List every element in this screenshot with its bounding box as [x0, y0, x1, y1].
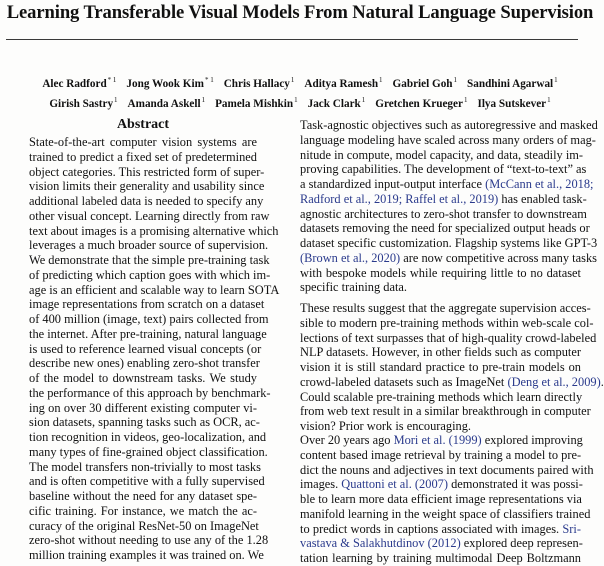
citation-link[interactable]: (McCann et al., 2018;: [485, 177, 594, 191]
text-span: crowd-labeled datasets such as ImageNet: [300, 374, 508, 389]
intro-line: [300, 266, 581, 281]
author-name: Aditya Ramesh: [304, 78, 379, 90]
author-name: Ilya Sutskever: [477, 98, 547, 110]
text-span: explored improving: [481, 433, 583, 447]
author: [42, 78, 116, 90]
text-span: nitude in compute, model capacity, and data, steadily im-: [300, 147, 584, 162]
text-span: has enabled task-: [498, 191, 587, 206]
abstract-line: other visual concept. Learning directly from raw: [29, 208, 270, 223]
author-name: Chris Hallacy: [223, 78, 290, 90]
text-span: These results suggest that the aggregate supervision acces-: [300, 301, 591, 315]
intro-line: [300, 522, 581, 537]
author: [49, 98, 117, 110]
text-span: dataset specific customization. Flagship systems like GPT-3: [300, 236, 598, 250]
citation-link[interactable]: Mori et al. (1999): [393, 433, 482, 447]
text-span: manifold learning in the weight space of classifiers trained: [300, 506, 591, 521]
abstract-line: zero-shot without needing to use any of the 1.28: [29, 533, 269, 548]
author: [467, 78, 558, 90]
text-span: proving capabilities. The development of “text-to-text” as: [300, 162, 587, 177]
abstract-line: image representations from scratch on a dataset: [29, 297, 265, 312]
abstract-line: additional labeled data is needed to specify any: [29, 194, 264, 208]
author-affiliation: 1: [453, 76, 458, 84]
author-affiliation: 1: [554, 76, 558, 84]
abstract-line: ing on over 30 different existing computer vi-: [29, 400, 257, 415]
intro-line: [300, 280, 581, 295]
author-affiliation: 1: [361, 96, 366, 104]
intro-line: [300, 506, 591, 522]
citation-link[interactable]: vastava & Salakhutdinov (2012): [300, 536, 461, 551]
author: [304, 78, 382, 90]
author-name: Sandhini Agarwal: [467, 78, 554, 90]
abstract-line: trained to predict a fixed set of predetermined: [29, 149, 257, 164]
text-span: vision? Prior work is encouraging.: [300, 419, 472, 433]
author: [224, 78, 295, 90]
abstract-line: age is an efficient and scalable way to learn SOTA: [29, 282, 280, 297]
text-span: NLP datasets. However, in other fields such as computer: [300, 345, 581, 360]
intro-line: [300, 433, 581, 448]
text-span: specific training data.: [300, 280, 407, 295]
citation-link[interactable]: Sri-: [562, 521, 581, 536]
intro-line: [300, 206, 587, 222]
intro-line: [300, 301, 591, 316]
intro-line: [300, 360, 581, 375]
intro-line: [300, 419, 581, 434]
citation-link[interactable]: Quattoni et al. (2007): [341, 477, 448, 492]
author-affiliation: 1: [294, 96, 298, 104]
intro-line: [300, 118, 598, 133]
author-affiliation: 1: [201, 96, 206, 104]
author: [215, 98, 298, 110]
text-span: explored deep represen-: [460, 536, 583, 551]
intro-line: [300, 462, 594, 478]
intro-line: [300, 315, 594, 331]
abstract-line: tion recognition in videos, geo-localization, and: [29, 430, 267, 444]
author-name: Gabriel Goh: [392, 78, 453, 90]
abstract-line: cific training. For instance, we match the ac-: [29, 503, 257, 518]
intro-line: [300, 536, 581, 551]
intro-line: [300, 448, 581, 463]
text-span: images.: [300, 477, 342, 492]
citation-link[interactable]: (Brown et al., 2020): [300, 250, 401, 265]
abstract-line: leverages a much broader source of supervision.: [29, 238, 269, 253]
author-row-1: [0, 72, 600, 92]
text-span: demonstrated it was possi-: [447, 477, 583, 492]
abstract-line: object categories. This restricted form of super-: [29, 164, 265, 179]
abstract-line: million training examples it was trained on. We: [29, 548, 264, 562]
text-span: Could scalable pre-training methods which learn directly: [300, 389, 583, 404]
intro-line: [300, 374, 604, 390]
text-span: Task-agnostic objectives such as autoregressive and masked: [300, 118, 598, 132]
intro-line: [300, 477, 581, 492]
author-affiliation: 1: [379, 76, 383, 84]
text-span: to predict words in captions associated with images.: [300, 521, 563, 536]
abstract-line: vision limits their generality and usability since: [29, 179, 265, 194]
intro-line: [300, 345, 581, 360]
intro-line: [300, 162, 587, 177]
text-span: datasets removing the need for specialized output heads or: [300, 221, 590, 236]
abstract-line: describe new ones) enabling zero-shot transfer: [29, 356, 260, 371]
text-span: a standardized input-output interface: [300, 177, 486, 191]
text-span: vision it is still standard practice to pre-train models on: [300, 360, 581, 374]
abstract-line: and is often competitive with a fully supervised: [29, 474, 265, 489]
text-span: Over 20 years ago: [300, 433, 394, 447]
intro-line: [300, 492, 581, 507]
author-affiliation: 1: [290, 76, 295, 84]
intro-line: [300, 390, 581, 405]
author: [393, 78, 457, 90]
author-list: [0, 72, 600, 112]
intro-line: [300, 404, 591, 419]
author: [308, 98, 366, 110]
citation-link[interactable]: Radford et al., 2019; Raffel et al., 2019): [300, 191, 499, 206]
author-affiliation: 1: [547, 96, 551, 104]
author-name: Alec Radford: [42, 78, 107, 90]
text-span: language modeling have scaled across many orders of mag-: [300, 132, 596, 147]
author: [477, 98, 550, 110]
author-row-2: [0, 92, 600, 112]
text-span: ble to learn more data efficient image representations via: [300, 492, 582, 506]
abstract-line: The model transfers non-trivially to most tasks: [29, 459, 261, 474]
intro-line: [300, 177, 594, 192]
intro-paragraph: [300, 301, 604, 434]
text-span: content based image retrieval by training a model to pre-: [300, 447, 582, 462]
abstract-line: sion datasets, spanning tasks such as OCR, ac-: [29, 415, 260, 430]
author-affiliation: * 1: [107, 76, 117, 84]
abstract-body: [29, 135, 280, 563]
title-rule: [6, 39, 578, 40]
paper-title: Learning Transferable Visual Models From Natural Language Supervision: [6, 2, 594, 23]
text-span: tation learning by training multimodal Deep Boltzmann: [300, 551, 581, 565]
abstract-line: baseline without the need for any dataset spe-: [29, 489, 257, 503]
intro-line: [300, 330, 597, 346]
text-span: with bespoke models while requiring little to no dataset: [300, 265, 581, 280]
intro-line: [300, 221, 590, 236]
abstract-line: of predicting which caption goes with which im-: [29, 267, 271, 282]
author: [128, 98, 206, 110]
intro-paragraph: [300, 433, 594, 566]
text-span: from web text result in a similar breakthrough in computer: [300, 404, 591, 419]
text-span: lections of text surpasses that of high-quality crowd-labeled: [300, 330, 597, 345]
abstract-line: State-of-the-art computer vision systems are: [29, 135, 257, 149]
author: [126, 78, 213, 90]
abstract-line: many types of fine-grained object classification.: [29, 444, 268, 459]
intro-paragraph: [300, 118, 598, 295]
text-span: sible to modern pre-training methods within web-scale col-: [300, 315, 594, 330]
intro-line: [300, 250, 597, 266]
author-name: Jong Wook Kim: [126, 78, 204, 90]
author-name: Jack Clark: [307, 98, 361, 110]
intro-line: [300, 551, 581, 566]
text-span: are now competitive across many tasks: [400, 250, 597, 265]
intro-line: [300, 147, 584, 163]
author-name: Girish Sastry: [49, 98, 114, 110]
citation-link[interactable]: (Deng et al., 2009): [507, 374, 601, 389]
abstract-line: is used to reference learned visual concepts (or: [29, 341, 262, 356]
author: [375, 98, 467, 110]
text-span: agnostic architectures to zero-shot transfer to downstream: [300, 206, 587, 221]
abstract-line: of the model to downstream tasks. We study: [29, 371, 257, 385]
abstract-line: of 400 million (image, text) pairs collected from: [29, 312, 269, 326]
intro-line: [300, 191, 587, 207]
author-name: Pamela Mishkin: [215, 98, 294, 110]
author-affiliation: 1: [114, 96, 118, 104]
text-span: dict the nouns and adjectives in text documents paired with: [300, 462, 594, 477]
abstract-line: the performance of this approach by benchmark-: [29, 385, 271, 400]
abstract-line: We demonstrate that the simple pre-training task: [29, 253, 270, 267]
abstract-heading: Abstract: [116, 117, 170, 132]
abstract-line: text about images is a promising alternative which: [29, 223, 279, 238]
abstract-line: curacy of the original ResNet-50 on ImageNet: [29, 518, 259, 533]
intro-line: [300, 236, 598, 251]
author-affiliation: * 1: [204, 76, 214, 84]
intro-line: [300, 132, 596, 148]
author-name: Amanda Askell: [127, 98, 201, 110]
text-span: .: [600, 374, 604, 389]
author-name: Gretchen Krueger: [375, 98, 463, 110]
abstract-line: the internet. After pre-training, natural language: [29, 326, 267, 341]
author-affiliation: 1: [463, 96, 468, 104]
